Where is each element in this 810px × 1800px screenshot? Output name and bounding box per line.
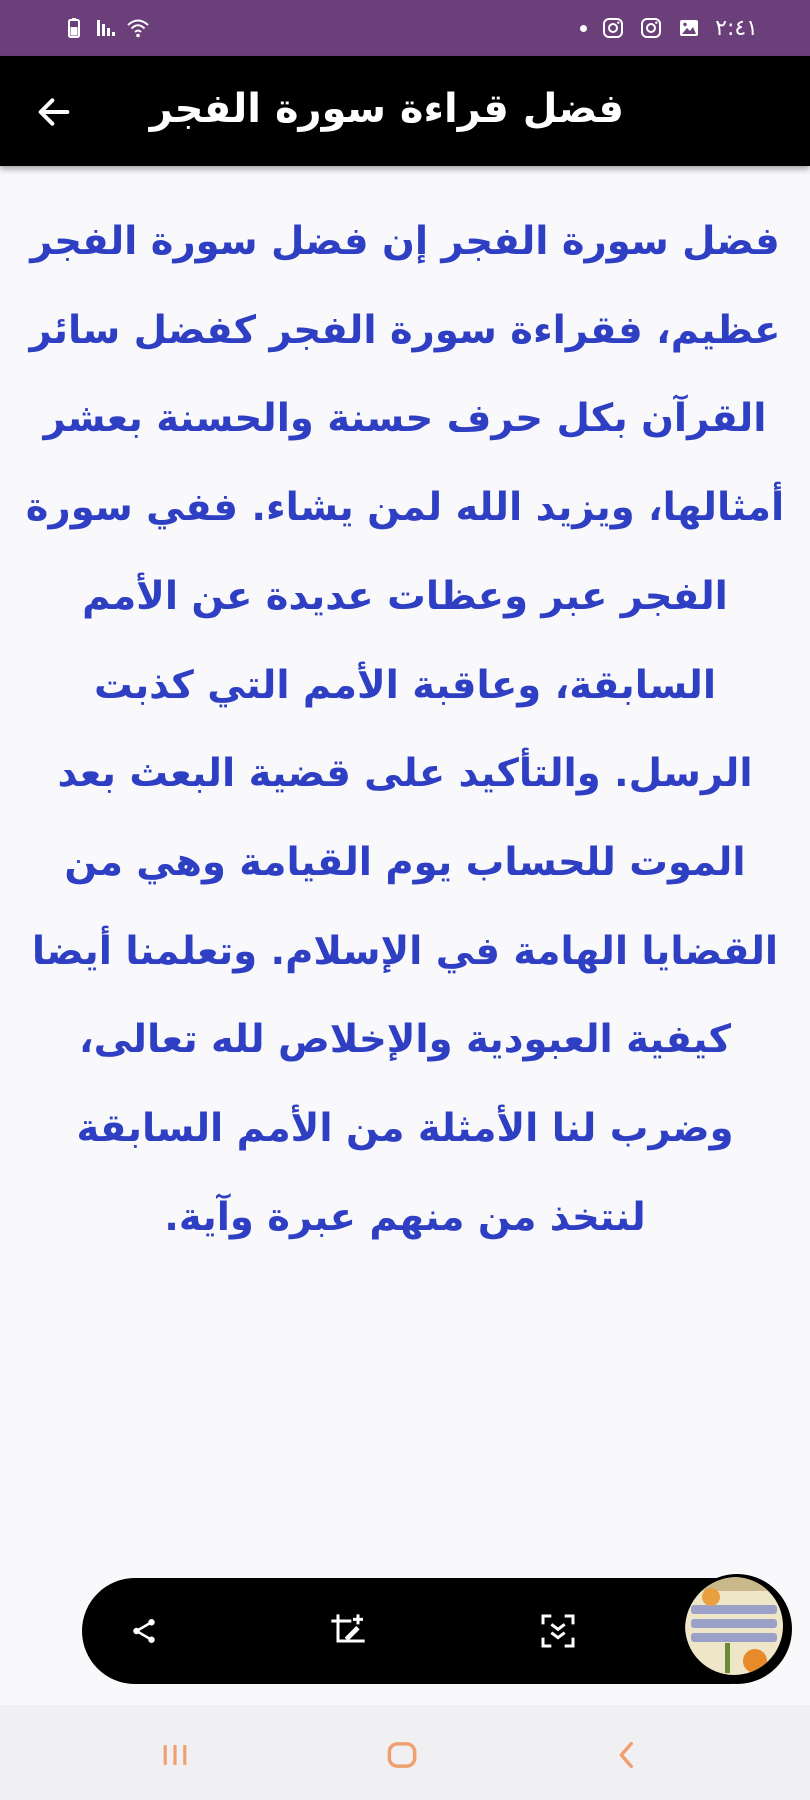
crop-edit-icon [328, 1611, 368, 1651]
recents-icon [158, 1738, 192, 1772]
article-text: فضل سورة الفجر إن فضل سورة الفجر عظيم، فقراءة سورة الفجر كفضل سائر القرآن بكل حرف حسنة والحسنة بعشر أمثالها، ويزيد الله لمن يشاء. ففي سورة الفجر عبر وعظات عديدة عن الأمم السابقة، وعاقبة الأمم التي كذبت الرسل. والتأكيد على قضية البعث بعد الموت للحساب يوم القيامة وهي من القضايا الهامة في الإسلام. وتعلمنا أيضا كيفية العبودية والإخلاص لله تعالى، وضرب لنا الأمثلة من الأمم السابقة لنتخذ من منهم عبرة وآية. [25, 219, 785, 1240]
app-bar [0, 56, 810, 166]
notification-dot [580, 25, 587, 32]
screenshot-thumbnail[interactable] [682, 1574, 792, 1684]
instagram-icon [639, 16, 663, 40]
arrow-left-icon [34, 92, 74, 132]
status-notifications [580, 14, 758, 42]
status-indicators [62, 14, 150, 42]
image-icon [677, 16, 701, 40]
thumbnail-preview [685, 1577, 783, 1675]
share-icon [129, 1616, 159, 1646]
home-icon [383, 1736, 421, 1774]
page-title: فضل قراءة سورة الفجر [149, 86, 624, 132]
share-button[interactable] [114, 1601, 174, 1661]
signal-icon [94, 16, 118, 40]
scroll-capture-button[interactable] [528, 1601, 588, 1661]
wifi-icon [126, 16, 150, 40]
article-content [24, 198, 786, 1262]
recents-button[interactable] [145, 1727, 205, 1783]
home-button[interactable] [372, 1727, 432, 1783]
instagram-icon [601, 16, 625, 40]
status-bar [0, 0, 810, 56]
back-button[interactable] [28, 86, 80, 138]
status-time: ٢:٤١ [715, 15, 758, 41]
navigation-bar [0, 1705, 810, 1800]
nav-back-button[interactable] [597, 1727, 657, 1783]
screenshot-toolbar [82, 1578, 782, 1684]
back-icon [610, 1738, 644, 1772]
scroll-capture-icon [538, 1611, 578, 1651]
crop-edit-button[interactable] [318, 1601, 378, 1661]
battery-icon [62, 16, 86, 40]
